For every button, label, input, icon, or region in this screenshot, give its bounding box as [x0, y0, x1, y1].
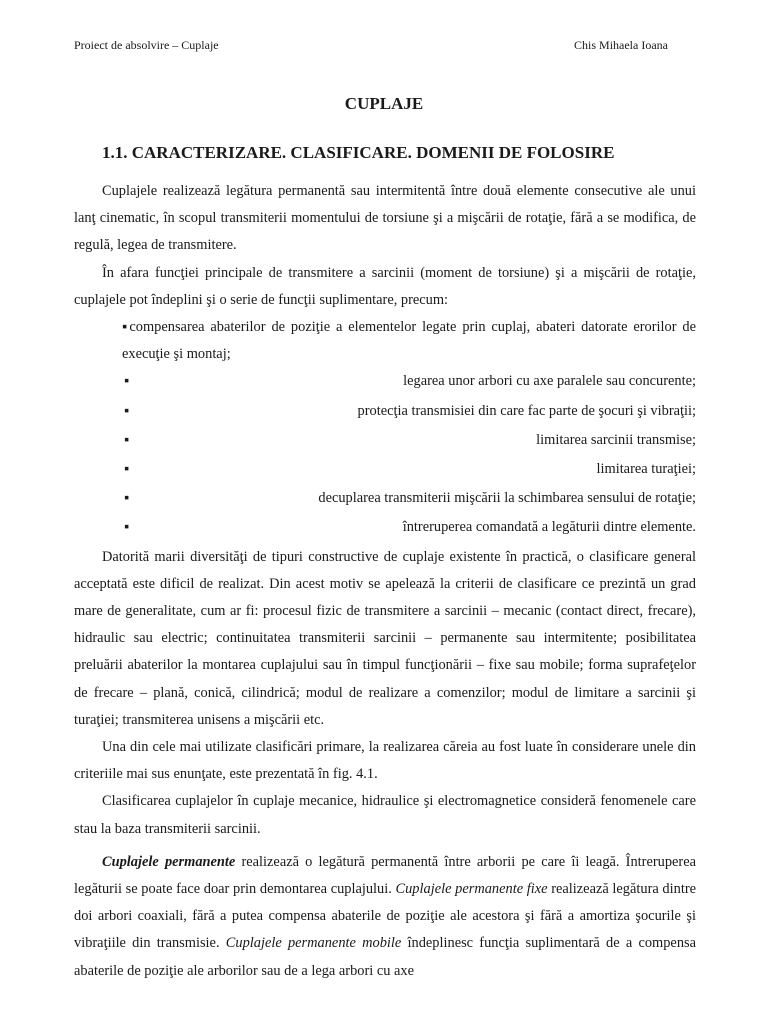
bullet-text-3: protecţia transmisiei din care fac parte de şocuri şi vibraţii; [357, 402, 696, 419]
bullet-text-4: limitarea sarcinii transmise; [536, 431, 696, 448]
term-cuplaje-permanente-mobile: Cuplajele permanente mobile [225, 935, 402, 952]
p6-text-b: realizează legătura dintre doi arbori coaxiali, fără a putea compensa abaterile de poziţie ale acestora şi fără a amortiza şocurile şi vibraţiile din transmisie. [74, 880, 696, 952]
paragraph-6 [74, 849, 696, 985]
bullet-item-5 [74, 456, 696, 485]
bullet-item-1 [122, 314, 696, 368]
section-heading: 1.1. CARACTERIZARE. CLASIFICARE. DOMENII DE FOLOSIRE [102, 143, 615, 162]
paragraph-1: Cuplajele realizează legătura permanentă sau intermitentă între două elemente consecutive ale unui lanţ cinematic, în scopul transmiterii momentului de torsiune şi a mişcării de rotaţie, fără a se modifica, de regulă, legea de transmitere. [74, 183, 696, 254]
bullet-symbol: ▪ [124, 402, 130, 419]
bullet-symbol: ▪ [124, 460, 130, 477]
paragraph-4: Una din cele mai utilizate clasificări primare, la realizarea căreia au fost luate în considerare unele din criteriile mai sus enunţate, este prezentată în fig. 4.1. [74, 738, 696, 783]
p6-text-a: realizează o legătură permanentă între arborii pe care îi leagă. Întreruperea legăturii se poate face doar prin demontarea cuplajului. [74, 853, 696, 897]
document-body [74, 178, 696, 985]
bullet-symbol: ▪ [124, 519, 130, 536]
paragraph-5: Clasificarea cuplajelor în cuplaje mecanice, hidraulice şi electromagnetice consideră fenomenele care stau la baza transmiterii sarcinii. [74, 793, 696, 837]
bullet-item-3 [74, 398, 696, 427]
bullet-text-7: întreruperea comandată a legăturii dintre elemente. [402, 519, 696, 536]
bullet-item-6 [74, 485, 696, 514]
document-title: CUPLAJE [344, 94, 424, 113]
bullet-item-4 [74, 427, 696, 456]
bullet-text-2: legarea unor arbori cu axe paralele sau concurente; [403, 373, 696, 390]
bullet-symbol: ▪ [122, 319, 130, 336]
p6-text-c: îndeplinesc funcţia suplimentară de a compensa abaterile de poziţie ale arborilor sau de a lega arbori cu axe [74, 935, 696, 979]
bullet-symbol: ▪ [124, 490, 130, 507]
bullet-text-6: decuplarea transmiterii mişcării la schimbarea sensului de rotaţie; [318, 490, 696, 507]
paragraph-2: În afara funcţiei principale de transmitere a sarcinii (moment de torsiune) şi a mişcării de rotaţie, cuplajele pot îndeplini şi o serie de funcţii suplimentare, precum: [74, 264, 696, 308]
header-left: Proiect de absolvire – Cuplaje [74, 38, 219, 52]
bullet-symbol: ▪ [124, 373, 130, 390]
header-right: Chis Mihaela Ioana [574, 38, 668, 52]
bullet-symbol: ▪ [124, 431, 130, 448]
term-cuplaje-permanente-fixe: Cuplajele permanente fixe [395, 880, 548, 897]
bullet-text-5: limitarea turaţiei; [596, 460, 696, 477]
bullet-item-2 [74, 368, 696, 397]
bullet-item-7 [74, 514, 696, 543]
paragraph-3: Datorită marii diversităţi de tipuri constructive de cuplaje existente în practică, o clasificare general acceptată este dificil de realizat. Din acest motiv se apelează la criterii de clasificare ce prezintă un grad mare de generalitate, cum ar fi: procesul fizic de transmitere a sarcinii – mecanic (contact direct, frecare), hidraulic sau electric; continuitatea transmiterii sarcinii – permanente sau intermitente; posibilitatea preluării abaterilor la montarea cuplajului sau în timpul funcţionării – fixe sau mobile; forma suprafeţelor de frecare – plană, conică, cilindrică; modul de realizare a comenzilor; modul de limitare a sarcinii şi turaţiei; transmiterea unisens a mişcării etc. [74, 548, 696, 728]
page-header [74, 38, 668, 53]
term-cuplaje-permanente: Cuplajele permanente [102, 853, 236, 870]
bullet-text-1: compensarea abaterilor de poziţie a elementelor legate prin cuplaj, abateri datorate erorilor de execuţie şi montaj; [122, 319, 696, 363]
